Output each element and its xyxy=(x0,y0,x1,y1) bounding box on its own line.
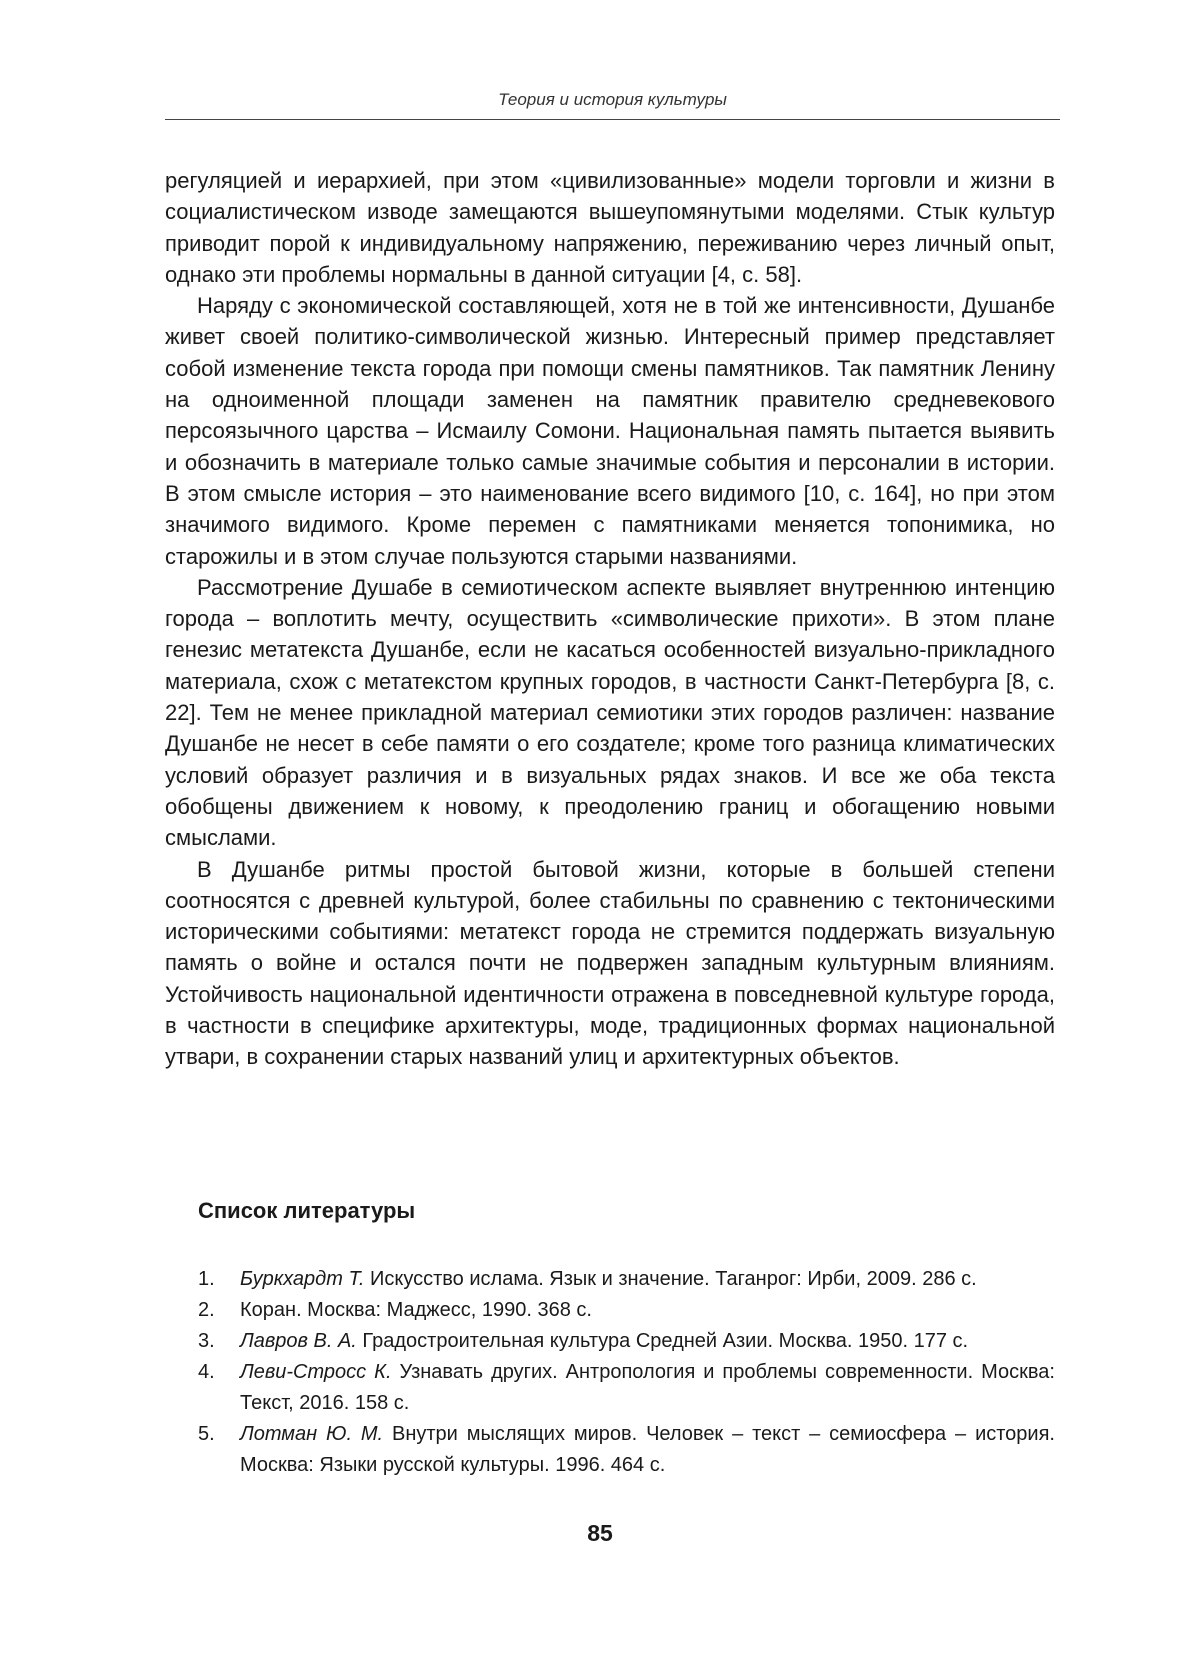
paragraph: В Душанбе ритмы простой бытовой жизни, которые в большей степени соотносятся с древней культурой, более стабильны по сравнению с тектоническими историческими событиями: метатекст города не стремится поддержать визуальную память о войне и остался почти не подвержен западным культурным влияниям. Устойчивость национальной идентичности отражена в повседневной культуре города, в частности в специфике архитектуры, моде, традиционных формах национальной утвари, в сохранении старых названий улиц и архитектурных объектов. xyxy=(165,856,1055,1070)
reference-number: 1. xyxy=(198,1268,215,1290)
reference-text: Узнавать других. Антропология и проблемы современности. Москва: Текст, 2016. 158 с. xyxy=(240,1361,1055,1414)
page-number: 85 xyxy=(587,1520,613,1546)
reference-author: Лотман Ю. М. xyxy=(240,1423,384,1445)
references-list xyxy=(165,1264,1055,1481)
reference-item xyxy=(165,1264,1055,1295)
reference-item xyxy=(165,1326,1055,1357)
reference-author: Леви-Стросс К. xyxy=(240,1361,392,1383)
body-text xyxy=(165,165,1055,1073)
reference-item xyxy=(165,1419,1055,1481)
reference-number: 3. xyxy=(198,1330,215,1352)
reference-author: Лавров В. А. xyxy=(240,1330,357,1352)
reference-text: Внутри мыслящих миров. Человек – текст – семиосфера – история. Москва: Языки русской культуры. 1996. 464 с. xyxy=(240,1423,1055,1476)
reference-item xyxy=(165,1295,1055,1326)
reference-author: Буркхардт Т. xyxy=(240,1268,365,1290)
references-heading: Список литературы xyxy=(198,1198,416,1223)
paragraph: регуляцией и иерархией, при этом «цивилизованные» модели торговли и жизни в социалистическом изводе замещаются вышеупомянутыми моделями. Стык культур приводит порой к индивидуальному напряжению, переживанию через личный опыт, однако эти проблемы нормальны в данной ситуации [4, с. 58]. xyxy=(165,168,1055,287)
reference-text: Градостроительная культура Средней Азии. Москва. 1950. 177 с. xyxy=(356,1330,969,1352)
reference-number: 5. xyxy=(198,1423,215,1445)
reference-item xyxy=(165,1357,1055,1419)
paragraph: Наряду с экономической составляющей, хотя не в той же интенсивности, Душанбе живет своей политико-символической жизнью. Интересный пример представляет собой изменение текста города при помощи смены памятников. Так памятник Ленину на одноименной площади заменен на памятник правителю средневекового персоязычного царства – Исмаилу Сомони. Национальная память пытается выявить и обозначить в материале только самые значимые события и персоналии в истории. В этом смысле история – это наименование всего видимого [10, с. 164], но при этом значимого видимого. Кроме перемен с памятниками меняется топонимика, но старожилы и в этом случае пользуются старыми названиями. xyxy=(165,293,1055,569)
paragraph: Рассмотрение Душабе в семиотическом аспекте выявляет внутреннюю интенцию города – воплотить мечту, осуществить «символические прихоти». В этом плане генезис метатекста Душанбе, если не касаться особенностей визуально-прикладного материала, схож с метатекстом крупных городов, в частности Санкт-Петербурга [8, с. 22]. Тем не менее прикладной материал семиотики этих городов различен: название Душанбе не несет в себе памяти о его создателе; кроме того разница климатических условий образует различия и в визуальных рядах знаков. И все же оба текста обобщены движением к новому, к преодолению границ и обогащению новыми смыслами. xyxy=(165,574,1055,851)
reference-number: 4. xyxy=(198,1361,215,1383)
reference-text: Искусство ислама. Язык и значение. Таганрог: Ирби, 2009. 286 с. xyxy=(364,1268,977,1290)
reference-number: 2. xyxy=(198,1299,215,1321)
running-head: Теория и история культуры xyxy=(498,90,727,109)
header-rule xyxy=(165,119,1060,120)
reference-text: Коран. Москва: Маджесс, 1990. 368 с. xyxy=(240,1299,592,1321)
